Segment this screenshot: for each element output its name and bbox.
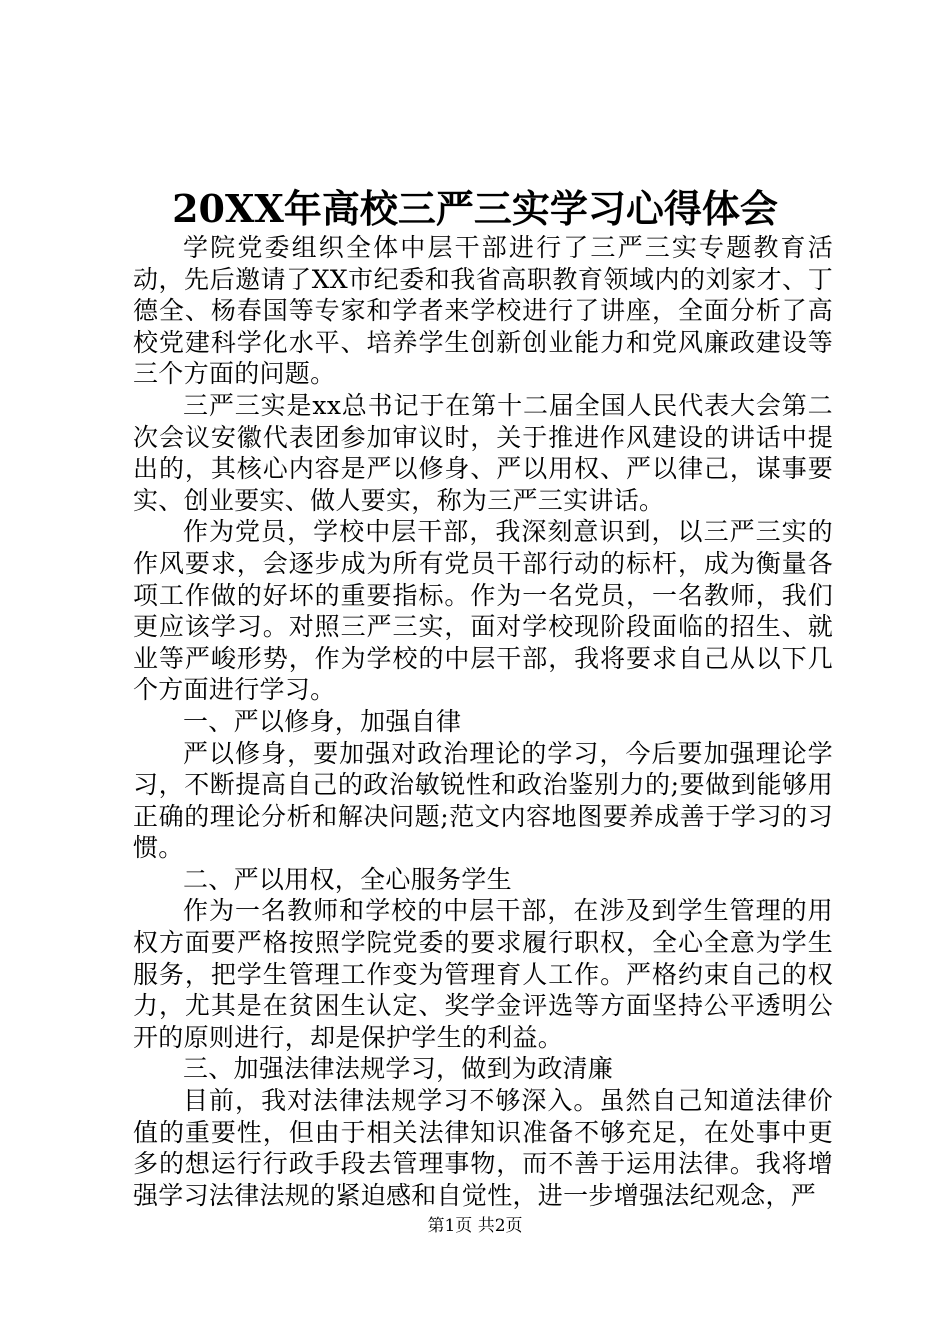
paragraph-section-2: 作为一名教师和学校的中层干部，在涉及到学生管理的用权方面要严格按照学院党委的要求履行职权，全心全意为学生服务，把学生管理工作变为管理育人工作。严格约束自己的权力，尤其是在贫困生认定、奖学金评选等方面坚持公平透明公开的原则进行，却是保护学生的利益。 [133, 896, 833, 1052]
document-body [133, 232, 833, 1211]
page-number-footer: 第1页 共2页 [427, 1216, 523, 1236]
paragraph-section-3: 目前，我对法律法规学习不够深入。虽然自己知道法律价值的重要性，但由于相关法律知识准备不够充足，在处事中更多的想运行行政手段去管理事物，而不善于运用法律。我将增强学习法律法规的紧迫感和自觉性，进一步增强法纪观念，严 [133, 1086, 833, 1210]
document-title: 20XX年高校三严三实学习心得体会 [172, 186, 778, 231]
paragraph-intro: 学院党委组织全体中层干部进行了三严三实专题教育活动，先后邀请了XX市纪委和我省高职教育领域内的刘家才、丁德全、杨春国等专家和学者来学校进行了讲座，全面分析了高校党建科学化水平、培养学生创新创业能力和党风廉政建设等三个方面的问题。 [133, 233, 833, 389]
paragraph-reflection: 作为党员，学校中层干部，我深刻意识到，以三严三实的作风要求，会逐步成为所有党员干部行动的标杆，成为衡量各项工作做的好坏的重要指标。作为一名党员，一名教师，我们更应该学习。对照三严三实，面对学校现阶段面临的招生、就业等严峻形势，作为学校的中层干部，我将要求自己从以下几个方面进行学习。 [133, 517, 833, 705]
section-heading-3: 三、加强法律法规学习，做到为政清廉 [183, 1054, 614, 1084]
paragraph-section-1: 严以修身，要加强对政治理论的学习，今后要加强理论学习，不断提高自己的政治敏锐性和政治鉴别力的;要做到能够用正确的理论分析和解决问题;范文内容地图要养成善于学习的习惯。 [133, 738, 833, 863]
paragraph-definition: 三严三实是xx总书记于在第十二届全国人民代表大会第二次会议安徽代表团参加审议时，关于推进作风建设的讲话中提出的，其核心内容是严以修身、严以用权、严以律己，谋事要实、创业要实、做人要实，称为三严三实讲话。 [133, 390, 833, 515]
section-heading-2: 二、严以用权，全心服务学生 [183, 864, 512, 894]
section-heading-1: 一、严以修身，加强自律 [183, 706, 462, 736]
